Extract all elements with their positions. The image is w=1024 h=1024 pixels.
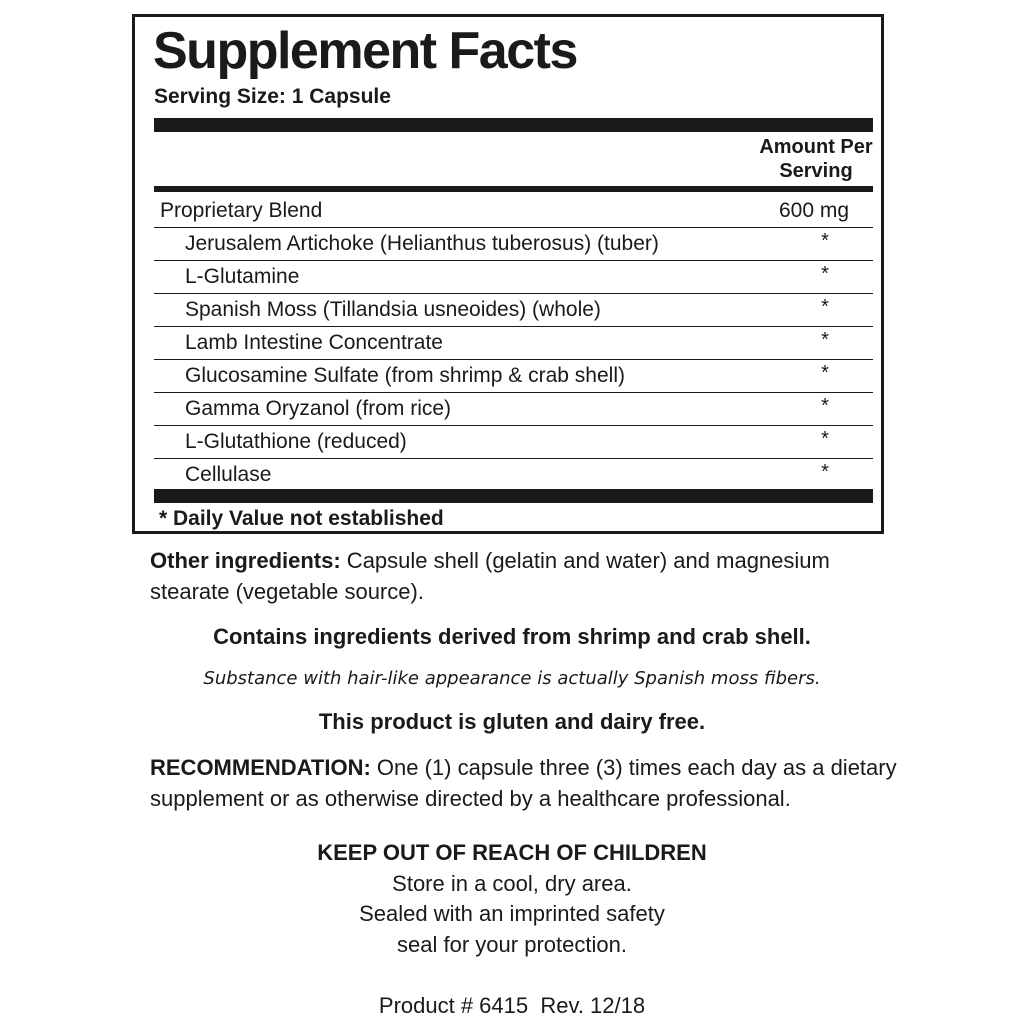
recommendation: [150, 752, 930, 814]
divider-header: [154, 186, 873, 192]
ingredient-amount: *: [821, 329, 829, 351]
ingredient-amount: *: [821, 263, 829, 285]
spanish-moss-note: Substance with hair-like appearance is actually Spanish moss fibers.: [203, 668, 821, 689]
table-row: [154, 327, 873, 360]
supplement-facts-panel: [132, 14, 884, 534]
storage-instruction: Store in a cool, dry area.: [392, 870, 632, 896]
ingredient-amount: *: [821, 395, 829, 417]
other-ingredients-line1: Capsule shell (gelatin and water) and magnesium: [340, 548, 830, 573]
ingredient-name: Cellulase: [185, 463, 272, 486]
facts-title: Supplement Facts: [153, 22, 577, 80]
other-ingredients-label: Other ingredients:: [150, 548, 341, 573]
recommendation-line2: supplement or as otherwise directed by a healthcare professional.: [150, 786, 791, 811]
amount-header-line1: Amount Per: [759, 136, 873, 158]
other-ingredients-line2: stearate (vegetable source).: [150, 579, 424, 604]
ingredient-name: L-Glutathione (reduced): [185, 430, 407, 453]
divider-thick-bottom: [154, 489, 873, 503]
seal-line2: seal for your protection.: [397, 931, 627, 957]
warning-block: [0, 838, 1024, 960]
ingredient-name: Lamb Intestine Concentrate: [185, 331, 443, 354]
product-code: Product # 6415 Rev. 12/18: [378, 993, 646, 1018]
amount-per-serving-header: [735, 135, 897, 183]
seal-line1: Sealed with an imprinted safety: [359, 901, 665, 926]
ingredient-name: Glucosamine Sulfate (from shrimp & crab shell): [185, 364, 625, 387]
table-row: [154, 261, 873, 294]
ingredient-amount: *: [821, 461, 829, 483]
gluten-dairy-free-statement: This product is gluten and dairy free.: [318, 709, 706, 734]
amount-header-line2: Serving: [779, 160, 853, 182]
ingredient-amount: *: [821, 428, 829, 450]
ingredient-name: Spanish Moss (Tillandsia usneoides) (whole): [185, 298, 601, 321]
divider-thick-top: [154, 118, 873, 132]
table-row: [154, 294, 873, 327]
table-row: [154, 393, 873, 426]
warning-heading: KEEP OUT OF REACH OF CHILDREN: [317, 840, 707, 865]
ingredient-name: Gamma Oryzanol (from rice): [185, 397, 452, 420]
recommendation-line1: One (1) capsule three (3) times each day as a dietary: [370, 755, 897, 780]
table-row: [154, 228, 873, 261]
table-row: [154, 426, 873, 459]
recommendation-label: RECOMMENDATION:: [150, 755, 371, 780]
ingredient-table: [154, 195, 873, 492]
ingredient-amount: *: [821, 296, 829, 318]
ingredient-amount: *: [821, 362, 829, 384]
ingredient-amount: 600 mg: [778, 199, 850, 222]
ingredient-amount: *: [821, 230, 829, 252]
ingredient-name: Proprietary Blend: [160, 199, 323, 222]
ingredient-name: L-Glutamine: [185, 265, 300, 288]
table-row: [154, 195, 873, 228]
serving-size: Serving Size: 1 Capsule: [154, 85, 391, 108]
allergen-statement: Contains ingredients derived from shrimp and crab shell.: [213, 624, 811, 649]
ingredient-name: Jerusalem Artichoke (Helianthus tuberosus) (tuber): [185, 232, 659, 255]
daily-value-footnote: * Daily Value not established: [159, 507, 444, 530]
table-row: [154, 459, 873, 492]
table-row: [154, 360, 873, 393]
other-ingredients: [150, 545, 910, 607]
